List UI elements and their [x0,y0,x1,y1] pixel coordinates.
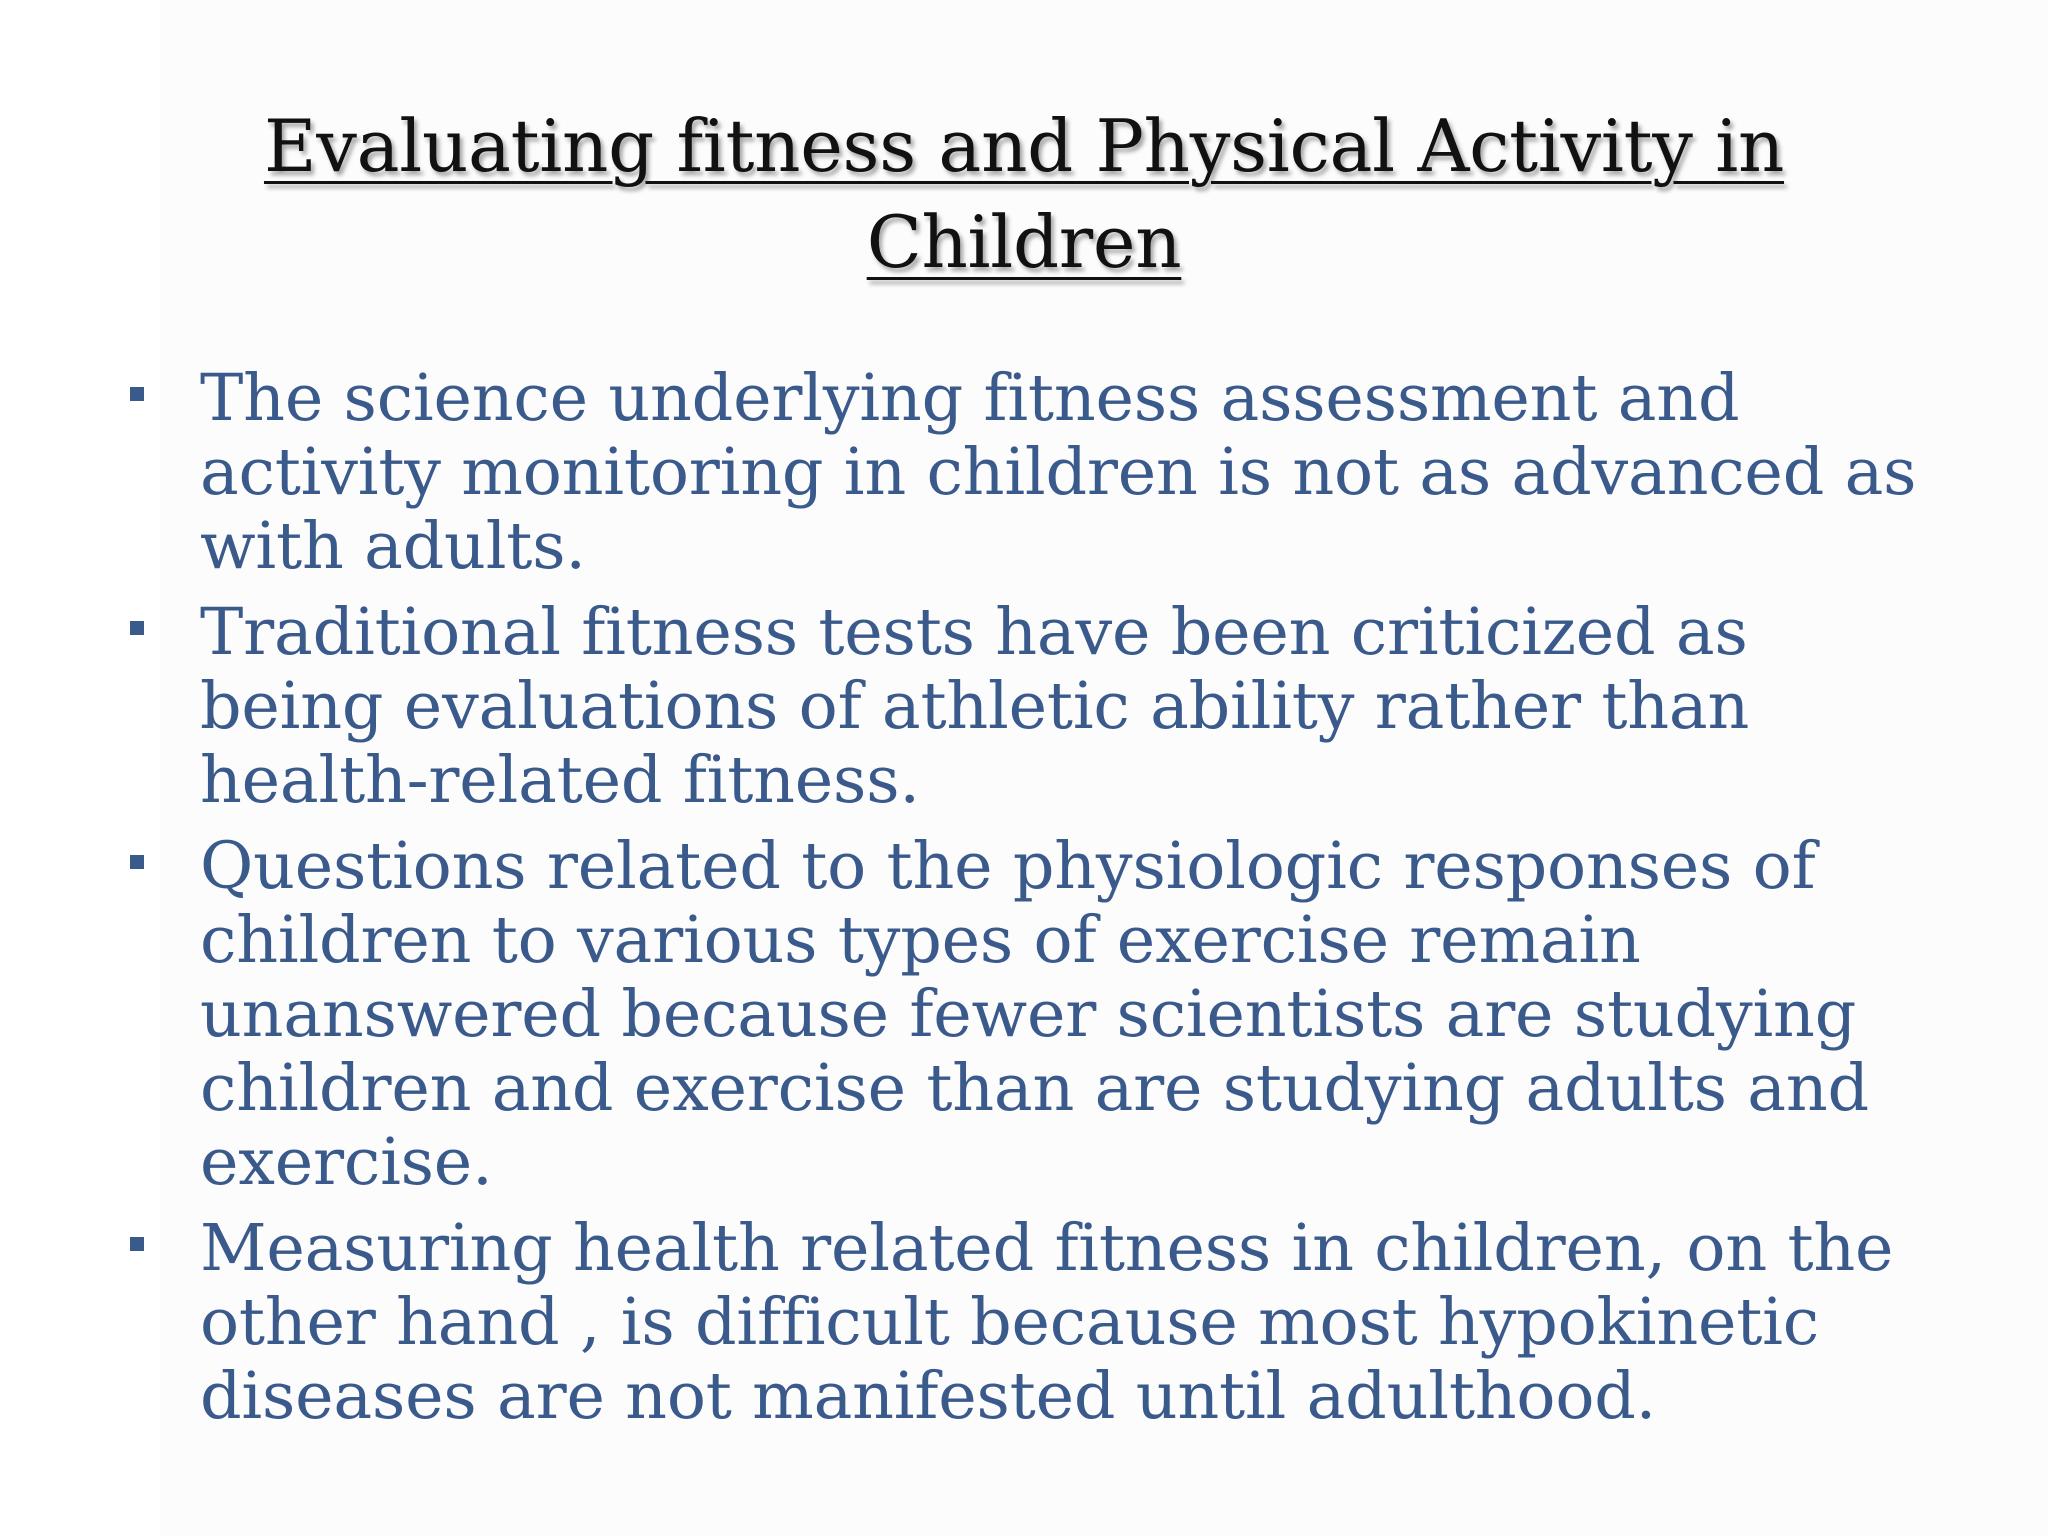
bullet-item [120,596,1940,818]
slide-title-line-2: Children [866,200,1182,284]
square-bullet-icon [130,855,144,869]
bullet-item [120,830,1940,1200]
square-bullet-icon [130,387,144,401]
bullet-text: Questions related to the physiologic responses of children to various types of exercise remain unanswered because fewer scientists are studying children and exercise than are studying adults and exercise. [200,829,1869,1200]
bullet-list [120,362,1940,1446]
bullet-text: Traditional fitness tests have been criticized as being evaluations of athletic ability rather than health-related fitness. [200,595,1750,818]
bullet-text: Measuring health related fitness in children, on the other hand , is difficult because most hypokinetic diseases are not manifested until adulthood. [200,1211,1894,1434]
slide-title [0,98,2048,290]
bullet-text: The science underlying fitness assessment and activity monitoring in children is not as advanced as with adults. [200,361,1917,584]
square-bullet-icon [130,621,144,635]
square-bullet-icon [130,1237,144,1251]
slide-title-line-1: Evaluating fitness and Physical Activity in [263,104,1785,188]
bullet-item [120,1212,1940,1434]
bullet-item [120,362,1940,584]
